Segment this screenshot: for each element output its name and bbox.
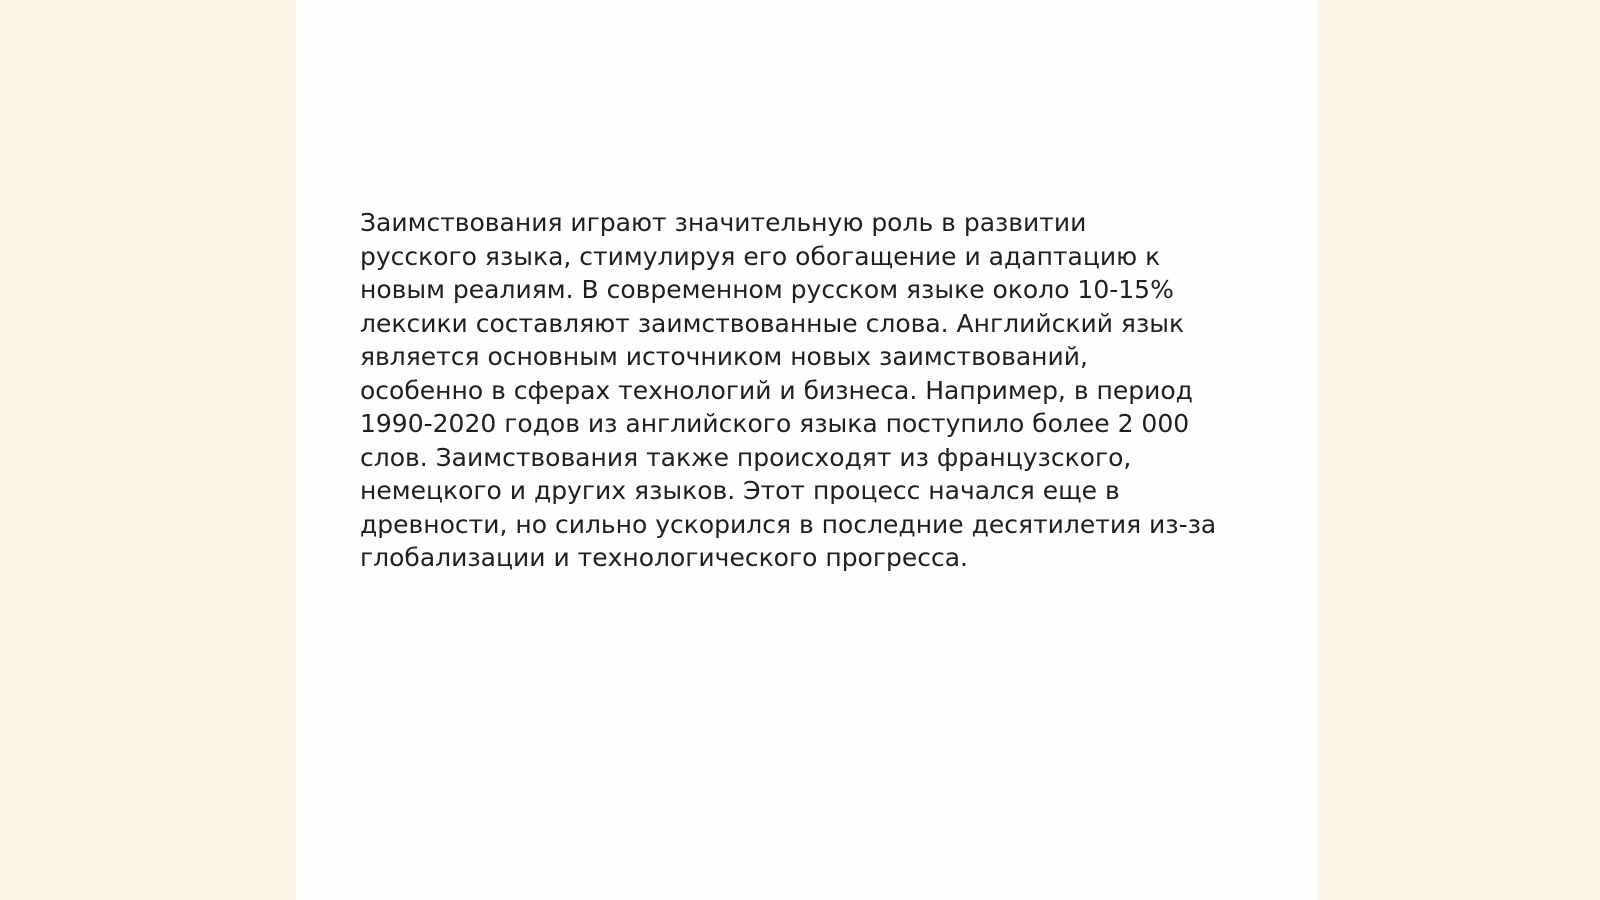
paragraph-line: 1990-2020 годов из английского языка поступило более 2 000 [360, 409, 1190, 438]
paragraph-line: немецкого и других языков. Этот процесс начался еще в [360, 476, 1120, 505]
slide-body-paragraph [360, 206, 1260, 575]
slide [296, 0, 1318, 900]
paragraph-line: является основным источником новых заимствований, [360, 342, 1088, 371]
paragraph-line: особенно в сферах технологий и бизнеса. Например, в период [360, 375, 1193, 405]
paragraph-line: новым реалиям. В современном русском языке около 10-15% [360, 275, 1174, 304]
paragraph-line: русского языка, стимулируя его обогащение и адаптацию к [360, 241, 1161, 271]
paragraph-line: слов. Заимствования также происходят из французского, [360, 442, 1132, 472]
paragraph-line: глобализации и технологического прогресса. [360, 543, 968, 572]
paragraph-line: лексики составляют заимствованные слова. Английский язык [360, 308, 1185, 338]
paragraph-line: Заимствования играют значительную роль в развитии [360, 208, 1087, 237]
paragraph-line: древности, но сильно ускорился в последние десятилетия из-за [360, 509, 1217, 539]
